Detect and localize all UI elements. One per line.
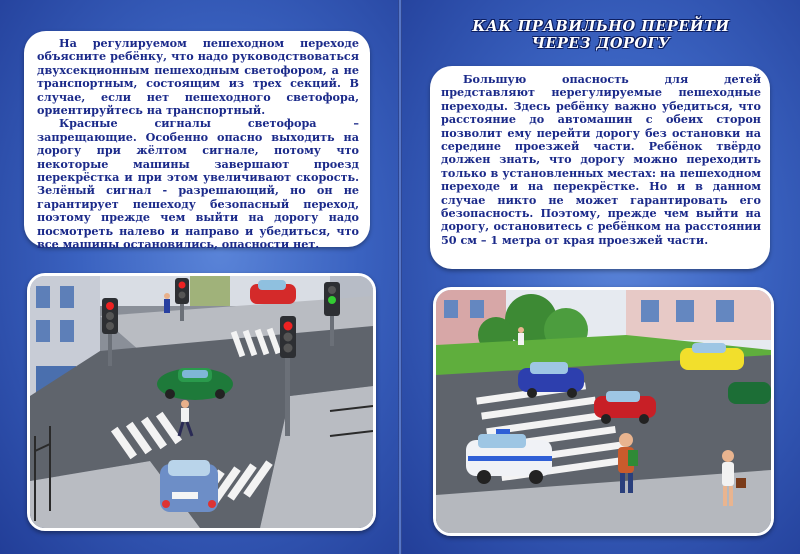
right-paragraph-1: Большую опасность для детей представляют нерегулируемые пешеходные переходы. Здесь ребёнку важно убедиться, что расстояние до автомашин с обеих сторон позволит ему перейти дорогу без остановки на середине проезжей части. Ребёнок твёрдо должен знать, что дорогу можно переходить только в установленных местах: на пешеходном переходе и на перекрёстке. Но и в данном случае никто не может гарантировать его безопасность. Поэтому, прежде чем выйти на дорогу, остановитесь с ребёнком на расстоянии 50 см – 1 метра от края проезжей части. — [441, 72, 761, 247]
title-line-2: ЧЕРЕЗ ДОРОГУ — [531, 35, 671, 52]
left-paragraph-2: Красные сигналы светофора – запрещающие. Особенно опасно выходить на дорогу при жёлтом сигнале, потому что некоторые машины завершают проезд перекрёстка и при этом увеличивают скорость. Зелёный сигнал - разрешающий, но он не гарантирует пешеходу безопасный переход, поэтому прежде чем выйти на дорогу надо посмотреть налево и направо и убедиться, что все машины остановились, опасности нет. — [37, 116, 359, 252]
regulated-crossing-illustration — [27, 273, 376, 531]
unregulated-crossing-illustration — [433, 287, 774, 536]
left-paragraph-1: На регулируемом пешеходном переходе объясните ребёнку, что надо руководствоваться двухсекционным пешеходным светофором, а не транспортным, состоящим из трех секций. В случае, если нет пешеходного светофора, ориентируйтесь на транспортный. — [37, 36, 359, 118]
right-text-box — [430, 66, 770, 269]
page-title — [436, 18, 766, 52]
page-gutter — [398, 0, 402, 554]
title-line-1: КАК ПРАВИЛЬНО ПЕРЕЙТИ — [472, 18, 730, 35]
left-text-box — [24, 31, 370, 252]
